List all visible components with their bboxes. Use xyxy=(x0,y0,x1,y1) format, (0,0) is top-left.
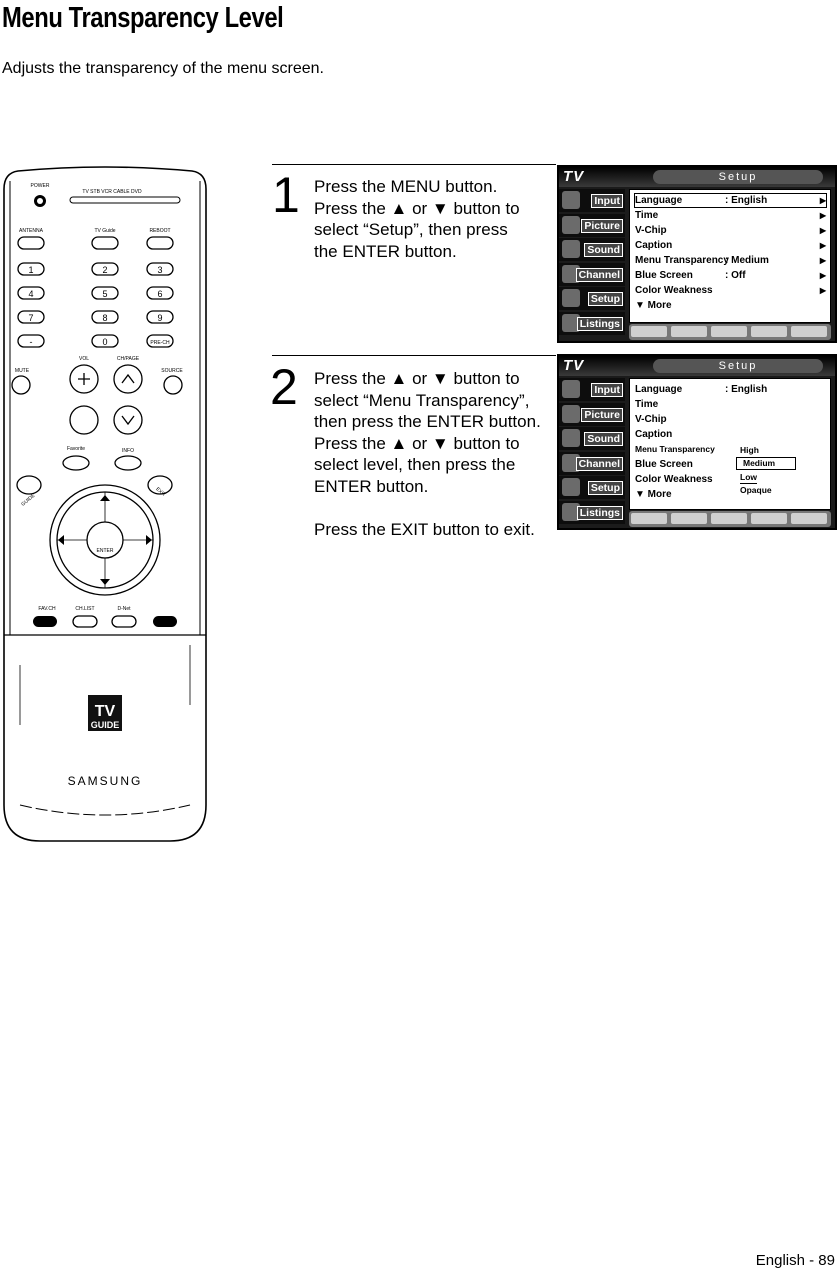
menu-heading: Setup xyxy=(653,359,823,373)
step-1-number: 1 xyxy=(272,167,300,223)
svg-text:CH.LIST: CH.LIST xyxy=(75,606,95,612)
extra-button xyxy=(153,616,177,627)
page-footer: English - 89 xyxy=(755,1252,835,1269)
key-3: 3 xyxy=(157,265,163,275)
tv-menu-setup-screen: TV Setup Input Picture Sound Channel Setup Listings Language : English ▶ Time ▶ V-Chip ▶ Caption ▶ Menu Transparency : Medium ▶ Blue Screen : Off ▶ Color Weakness ▶ ▼ More xyxy=(557,165,837,343)
svg-text:CH/PAGE: CH/PAGE xyxy=(116,356,140,362)
reboot-button xyxy=(147,237,173,249)
key-0: 0 xyxy=(102,337,108,347)
ch-down-button xyxy=(114,406,142,434)
svg-text:REBOOT: REBOOT xyxy=(149,228,171,234)
svg-text:ENTER: ENTER xyxy=(96,548,114,554)
key-4: 4 xyxy=(28,289,34,299)
favorite-button xyxy=(63,456,89,470)
option-low: Low xyxy=(740,472,757,482)
info-button xyxy=(115,456,141,470)
step-2-rule xyxy=(272,355,556,356)
mode-switch xyxy=(70,197,180,203)
step-1-rule xyxy=(272,164,556,165)
svg-text:MUTE: MUTE xyxy=(14,368,30,374)
key-6: 6 xyxy=(157,289,163,299)
svg-text:EXIT: EXIT xyxy=(154,486,167,499)
page-title: Menu Transparency Level xyxy=(2,2,284,34)
svg-text:VOL: VOL xyxy=(78,356,90,362)
svg-text:ANTENNA: ANTENNA xyxy=(19,228,43,234)
favch-button xyxy=(33,616,57,627)
key-1: 1 xyxy=(28,265,34,275)
antenna-button xyxy=(18,237,44,249)
option-high: High xyxy=(740,445,759,455)
brand-logo: SAMSUNG xyxy=(67,774,143,788)
menu-sidebar: Input Picture Sound Channel Setup Listings xyxy=(559,189,625,336)
guide-button xyxy=(17,476,41,494)
key-2: 2 xyxy=(102,265,108,275)
svg-text:TV: TV xyxy=(94,703,116,720)
tvguide-button xyxy=(92,237,118,249)
ch-up-button xyxy=(114,365,142,393)
mute-button xyxy=(12,376,30,394)
menu-heading: Setup xyxy=(653,170,823,184)
key-7: 7 xyxy=(28,313,34,323)
menu-footer-bar xyxy=(629,324,831,340)
power-label: POWER xyxy=(30,183,50,189)
key-prech: PRE-CH xyxy=(150,340,170,346)
menu-sidebar: Input Picture Sound Channel Setup Listings xyxy=(559,378,625,525)
key-8: 8 xyxy=(102,313,108,323)
step-2-text: Press the ▲ or ▼ button to select “Menu Transparency”, then press the ENTER button. Press the ▲ or ▼ button to select level, then press the ENTER button. Press the EXIT button to exit. xyxy=(314,369,541,539)
vol-down-button xyxy=(70,406,98,434)
chlist-button xyxy=(73,616,97,627)
option-opaque: Opaque xyxy=(740,485,772,495)
svg-text:SOURCE: SOURCE xyxy=(161,368,183,374)
key-dash: - xyxy=(29,337,33,347)
svg-text:TV Guide: TV Guide xyxy=(94,228,116,234)
tv-menu-transparency-screen: TV Setup Input Picture Sound Channel Setup Listings Language : English Time V-Chip Caption Menu Transparency Blue Screen Color Weakness ▼ More High Medium Low Opaque xyxy=(557,354,837,530)
svg-text:FAV.CH: FAV.CH xyxy=(38,606,56,612)
svg-text:D-Net: D-Net xyxy=(117,606,131,612)
step-1-text: Press the MENU button. Press the ▲ or ▼ button to select “Setup”, then press the ENTER button. xyxy=(314,177,520,261)
key-5: 5 xyxy=(102,289,108,299)
svg-text:Favorite: Favorite xyxy=(66,446,86,452)
option-medium-selected: Medium xyxy=(736,457,796,470)
svg-text:INFO: INFO xyxy=(122,448,134,454)
menu-footer-bar xyxy=(629,511,831,527)
key-9: 9 xyxy=(157,313,163,323)
step-2-number: 2 xyxy=(270,359,298,415)
mode-label: TV STB VCR CABLE DVD xyxy=(82,189,142,195)
menu-panel: Language : English ▶ Time ▶ V-Chip ▶ Caption ▶ Menu Transparency : Medium ▶ Blue Screen : Off ▶ Color Weakness ▶ ▼ More xyxy=(629,189,831,323)
remote-control-illustration xyxy=(0,165,210,845)
svg-text:GUIDE: GUIDE xyxy=(20,492,37,508)
source-button xyxy=(164,376,182,394)
page-subtitle: Adjusts the transparency of the menu screen. xyxy=(2,60,324,77)
dnet-button xyxy=(112,616,136,627)
menu-panel: Language : English Time V-Chip Caption Menu Transparency Blue Screen Color Weakness ▼ More High Medium Low Opaque xyxy=(629,378,831,510)
svg-text:GUIDE: GUIDE xyxy=(90,720,120,730)
